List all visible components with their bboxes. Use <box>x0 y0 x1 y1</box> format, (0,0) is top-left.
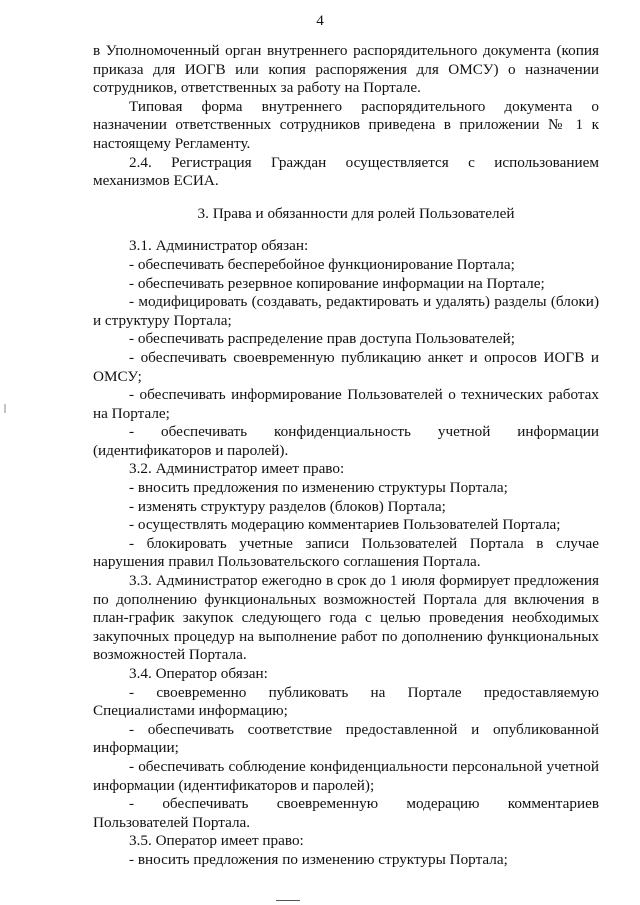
list-item: - осуществлять модерацию комментариев Пользователей Портала; <box>129 516 561 534</box>
subsection-title: 3.1. Администратор обязан: <box>129 237 309 255</box>
subsection-title: 3.2. Администратор имеет право: <box>129 460 345 478</box>
list-item: - блокировать учетные записи Пользователей Портала в случае нарушения правил Пользовательского соглашения Портала. <box>93 534 599 571</box>
list-item: - обеспечивать информирование Пользователей о технических работах на Портале; <box>93 386 599 422</box>
list-item: - обеспечивать своевременную публикацию анкет и опросов ИОГВ и ОМСУ; <box>93 348 599 385</box>
subsection-title: 3.5. Оператор имеет право: <box>129 832 304 850</box>
list-item: - модифицировать (создавать, редактировать и удалять) разделы (блоки) и структуру Портала; <box>93 293 599 329</box>
list-item: - своевременно публиковать на Портале предоставляемую Специалистами информацию; <box>93 683 599 720</box>
list-item: - обеспечивать конфиденциальность учетной информации (идентификаторов и паролей). <box>93 423 599 459</box>
paragraph: 3.3. Администратор ежегодно в срок до 1 июля формирует предложения по дополнению функциональных возможностей Портала для включения в план-график закупок следующего года с целью проведения необходимых закупочных процедур на выполнение работ по дополнению функциональных возможностей Портала. <box>93 572 599 664</box>
list-item: - обеспечивать бесперебойное функционирование Портала; <box>129 255 515 273</box>
section-heading: 3. Права и обязанности для ролей Пользователей <box>197 204 515 222</box>
document-body <box>93 42 599 870</box>
list-item: - обеспечивать своевременную модерацию комментариев Пользователей Портала. <box>93 795 599 831</box>
paragraph: в Уполномоченный орган внутреннего распорядительного документа (копия приказа для ИОГВ или копия распоряжения для ОМСУ) о назначении сотрудников, ответственных за работу на Портале. <box>93 42 599 97</box>
list-item: - обеспечивать соответствие предоставленной и опубликованной информации; <box>93 720 599 757</box>
list-item: - изменять структуру разделов (блоков) Портала; <box>129 497 446 515</box>
list-item: - вносить предложения по изменению структуры Портала; <box>129 479 508 497</box>
list-item: - обеспечивать соблюдение конфиденциальности персональной учетной информации (идентификаторов и паролей); <box>93 757 599 794</box>
list-item: - обеспечивать распределение прав доступа Пользователей; <box>129 330 515 348</box>
scan-margin-mark <box>4 404 6 413</box>
scan-bottom-mark <box>276 900 300 901</box>
paragraph: 2.4. Регистрация Граждан осуществляется с использованием механизмов ЕСИА. <box>93 153 599 190</box>
list-item: - обеспечивать резервное копирование информации на Портале; <box>129 274 545 292</box>
subsection-title: 3.4. Оператор обязан: <box>129 665 268 682</box>
page-number: 4 <box>316 12 324 29</box>
list-item: - вносить предложения по изменению структуры Портала; <box>129 850 508 868</box>
paragraph: Типовая форма внутреннего распорядительного документа о назначении ответственных сотрудников приведена в приложении № 1 к настоящему Регламенту. <box>93 97 599 152</box>
